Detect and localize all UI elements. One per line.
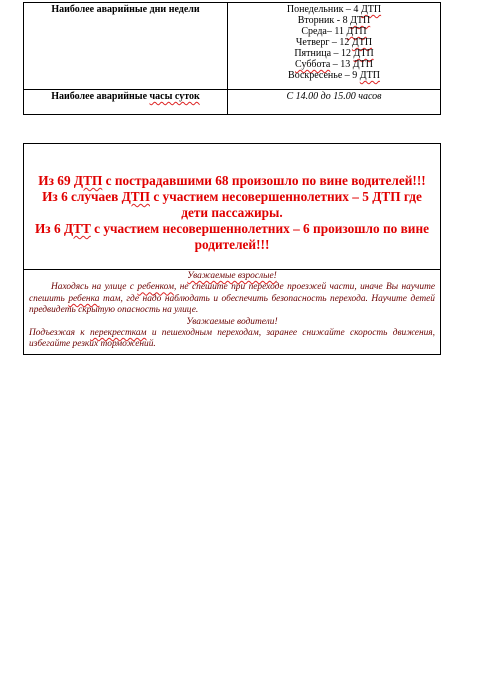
day-sunday: Воскресенье – 9 ДТП — [288, 70, 380, 81]
days-label: Наиболее аварийные дни недели — [24, 3, 228, 90]
stat-line-2: Из 6 случаев ДТП с участием несовершеннолетних – 5 ДТП где дети пассажиры. — [42, 189, 422, 220]
hours-label: Наиболее аварийные часы суток — [24, 90, 228, 115]
stats-row — [24, 144, 441, 270]
stat-line-3: Из 6 ДТТ с участием несовершеннолетних – 6 произошло по вине родителей!!! — [34, 221, 430, 252]
day-saturday: Суббота – 13 ДТП — [295, 59, 373, 70]
advice-row — [24, 270, 441, 355]
day-friday: Пятница – 12 ДТП — [294, 48, 374, 59]
hours-row — [24, 90, 441, 115]
statistics-table — [23, 143, 441, 355]
stat-line-1: Из 69 ДТП с пострадавшими 68 произошло по вине водителей!!! — [38, 173, 426, 188]
hours-value: С 14.00 до 15.00 часов — [228, 90, 441, 115]
stats-cell — [24, 144, 441, 270]
adults-heading: Уважаемые взрослые! — [187, 271, 277, 281]
days-values — [228, 3, 441, 90]
day-thursday: Четверг – 12 ДТП — [295, 37, 373, 48]
adults-text: Находясь на улице с ребенком, не спешите при переходе проезжей части, иначе Вы научите спешить ребенка там, где надо наблюдать и обеспечить безопасность перехода. Научите детей предвидеть скрытую опасность на улице. — [29, 282, 435, 316]
day-wednesday: Среда– 11 ДТП — [301, 26, 367, 37]
drivers-heading: Уважаемые водители! — [186, 316, 278, 327]
day-monday: Понедельник – 4 ДТП — [286, 4, 382, 15]
advice-cell — [24, 270, 441, 355]
days-row — [24, 3, 441, 90]
days-list — [231, 4, 437, 81]
day-tuesday: Вторник - 8 ДТП — [297, 15, 371, 26]
accident-days-table — [23, 2, 441, 115]
drivers-text: Подъезжая к перекресткам и пешеходным переходам, заранее снижайте скорость движения, избегайте резких торможений. — [29, 328, 436, 350]
